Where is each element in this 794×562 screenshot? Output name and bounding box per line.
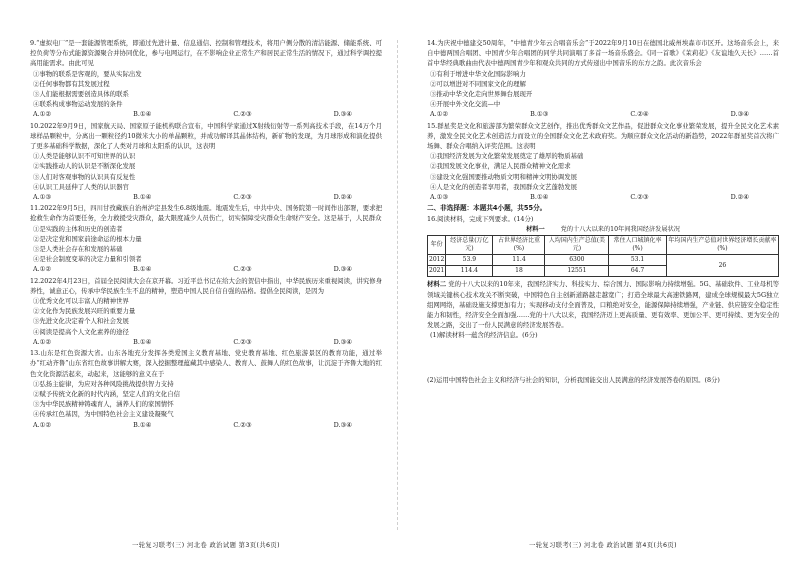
- choice: C.②③: [630, 193, 649, 202]
- option: ②我国发展文化事业，满足人民群众精神文化需求: [430, 162, 571, 171]
- table-title: 党的十八大以来的10年间我国经济发展状况: [560, 226, 680, 234]
- answer-choices: [30, 337, 382, 347]
- question-stem: 12.2022年4月23日，首届全民阅读大会在京开幕。习近平总书记在给大会的贺信中指出，中华民族历来重视阅读，讲究修身养性，诚意正心，传承中华民族生生不息的精神，塑造中国人民自信自强的品格。提倡全民阅读，是因为: [30, 276, 382, 295]
- option: ④认识工具延伸了人类的认识器官: [33, 182, 129, 191]
- column-header: 年均国内生产总值对世界经济增长贡献率(%): [666, 236, 778, 255]
- question-12: [30, 276, 382, 347]
- answer-choices: [30, 420, 382, 430]
- choice: B.①④: [133, 110, 152, 119]
- option: ③为中华民族精神铸魂育人，涵养人们的家国情怀: [33, 400, 174, 409]
- choice: C.②③: [233, 420, 252, 429]
- table-header-row: [428, 236, 779, 255]
- choice: B.①④: [133, 337, 152, 346]
- choice: D.③④: [333, 420, 352, 429]
- option: ③是人类社会存在和发展的基础: [33, 245, 123, 254]
- answer-choices: [30, 192, 382, 202]
- option: ①人类是能够认识不可知世界的认识: [33, 152, 136, 161]
- choice: D.③④: [730, 110, 749, 119]
- option: ②是决定党和国家前途命运的根本力量: [33, 234, 142, 243]
- left-page: [30, 38, 382, 518]
- option: ④是社会制度变革的决定力量和引领者: [33, 255, 142, 264]
- sub-question-2: (2)运用中国特色社会主义和经济与社会的知识，分析我国能交出人民满意的经济发展答卷的原因。(8分): [427, 375, 720, 384]
- option: ②赋予传统文化新的时代内涵，坚定人们的文化自信: [33, 389, 180, 398]
- table-cell-merged: 26: [666, 255, 778, 277]
- answer-choices: [30, 109, 382, 119]
- option: ④人是文化的创造者享用者，我国群众文艺蓬勃发展: [430, 182, 577, 191]
- economy-table: [427, 235, 779, 277]
- question-11: [30, 203, 382, 274]
- question-13: [30, 348, 382, 430]
- choice: A.①②: [33, 420, 52, 429]
- table-cell: 6300: [545, 255, 609, 266]
- answer-choices: [427, 192, 779, 202]
- answer-choices: [30, 264, 382, 274]
- choice: B.①④: [133, 265, 152, 274]
- table-cell: 53.9: [446, 255, 493, 266]
- choice: C.②③: [233, 110, 252, 119]
- material-label: 材料一: [526, 226, 545, 234]
- question-stem: 13.山东是红色资源大省。山东各地充分发挥各类爱国主义教育基地、党史教育基地、红色旅游景区的教育功能，通过举办“红动齐鲁”山东省红色故事讲解大赛，深入挖掘整理蕴藏其中感染人、教育人、鼓舞人的红色故事，让沉淀于齐鲁大地的红色文化资源活起来，动起来，这能够的意义在于: [30, 349, 382, 378]
- question-stem: 15.群星奖是文化和旅游部为繁荣群众文艺创作，推出优秀群众文艺作品，促进群众文化事业繁荣发展，提升全民文化艺术素养，激发全民文化艺术创造活力而设立的全国群众文化艺术政府奖。为顺应群众文化活动的新趋势，2022年群星奖首次将广场舞、群众合唱纳入评奖范围。这表明: [427, 121, 779, 151]
- question-stem: 9.“虚拟电厂”是一套能源管理系统，即通过先进计量、信息通信、控制和管理技术，将用户侧分散的清洁能源、储能系统、可控负荷等分布式能源资源聚合并协同优化，参与电网运行，在不影响企业正常生产和居民正常生活的情况下，通过科学调控提高用能需求。由此可见: [30, 39, 382, 68]
- sub-question-1: (1)解读材料一蕴含的经济信息。(6分): [430, 331, 538, 340]
- choice: A.①②: [430, 110, 449, 119]
- choice: D.②④: [730, 193, 749, 202]
- option: ④开展中外文化交流—中: [430, 100, 501, 109]
- question-9: [30, 38, 382, 120]
- option: ④联系构成事物运动发展的条件: [33, 100, 123, 109]
- choice: B.①③: [530, 110, 549, 119]
- choice: B.①④: [133, 420, 152, 429]
- option: ②文化作为民族发展兴旺的重要力量: [33, 307, 136, 316]
- option: ②任何事物都有其发展过程: [33, 79, 110, 88]
- column-header: 常住人口城镇化率(%): [609, 236, 667, 255]
- choice: B.①④: [530, 193, 549, 202]
- material-label: 材料二: [427, 280, 447, 289]
- option: ①弘扬主旋律，为应对各种风险挑战提供智力支持: [33, 379, 174, 388]
- table-cell: 11.4: [493, 255, 545, 266]
- choice: A.①③: [430, 193, 449, 202]
- choice: D.③④: [333, 337, 352, 346]
- question-14: [427, 38, 779, 120]
- option: ④阅读是提高个人文化素养的途径: [33, 327, 129, 336]
- option: ①我国经济发展为文化繁荣发展奠定了雄厚的物质基础: [430, 152, 584, 161]
- choice: D.②④: [333, 193, 352, 202]
- choice: A.①②: [33, 110, 52, 119]
- page-divider: [397, 40, 398, 530]
- column-header: 经济总量(万亿元): [446, 236, 493, 255]
- section-title: 二、非选择题：本题共4小题，共55分。: [427, 204, 547, 213]
- option: ③先进文化决定着个人和社会发展: [33, 317, 129, 326]
- choice: C.②③: [233, 193, 252, 202]
- choice: D.③④: [333, 110, 352, 119]
- choice: D.③④: [333, 265, 352, 274]
- table-cell: 12551: [545, 266, 609, 277]
- option: ③建设文化强国要推动物质文明和精神文明协调发展: [430, 172, 577, 181]
- table-cell: 2021: [428, 266, 446, 277]
- option: ①有利于增进中华文化国际影响力: [430, 69, 526, 78]
- option: ①事物的联系是客观的，要从实际出发: [33, 69, 142, 78]
- option: ③推动中华文化走向世界舞台展现开: [430, 90, 533, 99]
- option: ①是实践的主体和历史的创造者: [33, 224, 123, 233]
- table-cell: 53.1: [609, 255, 667, 266]
- option: ③人们对客观事物的认识具有反复性: [33, 172, 136, 181]
- column-header: 人均国内生产总值(美元): [545, 236, 609, 255]
- option: ①优秀文化可以丰富人的精神世界: [33, 297, 129, 306]
- choice: C.②④: [630, 110, 649, 119]
- choice: C.②③: [233, 337, 252, 346]
- option: ②实践推动人的认识是不断深化发展: [33, 162, 136, 171]
- page-footer-right: 一轮复习联考(三) 河北卷 政治试题 第4页(共6页): [529, 542, 677, 549]
- right-page: [427, 38, 779, 518]
- question-stem: 16.阅读材料，完成下列要求。(14分): [427, 215, 534, 224]
- column-header: 年份: [428, 236, 446, 255]
- column-header: 占世界经济比重(%): [493, 236, 545, 255]
- material2: [427, 279, 779, 330]
- material1-header: [427, 225, 779, 234]
- answer-choices: [427, 109, 779, 119]
- choice: C.②③: [233, 265, 252, 274]
- table-cell: 114.4: [446, 266, 493, 277]
- option: ②可以增进对不同国家文化的理解: [430, 79, 526, 88]
- question-15: [427, 121, 779, 203]
- table-cell: 2012: [428, 255, 446, 266]
- page-footer-left: 一轮复习联考(三) 河北卷 政治试题 第3页(共6页): [132, 542, 280, 549]
- choice: A.①②: [33, 337, 52, 346]
- question-stem: 10.2022年9月9日，国家航天局、国家原子能机构联合宣布，中国科学家通过X射线衍射等一系列高技术手段，在14万个月球样品颗粒中，分离出一颗粒径约10微米大小的单晶颗粒，并成功解译其晶体结构，新矿物的发现，为月球形成和演化提供了更多基础科学数据，深化了人类对月球和太阳系的认识，这表明: [30, 121, 382, 151]
- answer-space: [427, 341, 779, 375]
- table-row: [428, 255, 779, 266]
- choice: A.①②: [33, 265, 52, 274]
- table-cell: 64.7: [609, 266, 667, 277]
- choice: B.①④: [133, 193, 152, 202]
- table-cell: 18: [493, 266, 545, 277]
- material2-text: 党的十八大以来的10年来，我国经济实力、科技实力、综合国力、国际影响力持续增强。5G、基础软件、工业母机等领域关键核心技术攻关不断突破，中国特色自主创新道路越走越宽广；打造全球最大高速铁路网，建成全球规模最大5G独立组网网络，基础设施支撑更加有力；实现移动支付全面普及，口粮绝对安全，能源保障持续增强，产业链、供应链安全稳定性能力和韧性，经济安全全面加强……党的十八大以来，我国经济迈上更高质量、更有效率、更加公平、更可持续、更为安全的发展之路，交出了一份人民满意的经济发展答卷。: [427, 280, 779, 330]
- question-10: [30, 121, 382, 203]
- choice: A.①③: [33, 193, 52, 202]
- question-16: [427, 214, 779, 385]
- option: ③人们能根据需要创造具体的联系: [33, 90, 129, 99]
- question-stem: 11.2022年9月5日，四川甘孜藏族自治州泸定县发生6.8级地震。地震发生后，中共中央、国务院第一时间作出部署，要求把抢救生命作为首要任务，全力救援受灾群众，最大限度减少人员伤亡，切实保障受灾群众生命财产安全。这是基于，人民群众: [30, 204, 382, 223]
- option: ④传承红色基因，为中国特色社会主义建设凝聚气: [33, 410, 174, 419]
- question-stem: 14.为庆祝中德建交50周年，“中德青少年云合唱音乐会”于2022年9月10日在德国北威州埃森市市区开。这场音乐会上，来自中德两国合唱团、中国青少年合唱团的同学共同演唱了多首一场音乐盛会。《同一首歌》《茉莉花》《友谊地久天长》……首首中华经典歌曲由代表中德两国青少年和观众共同的方式传递出中国音乐的东方之韵。此次音乐会: [427, 39, 779, 68]
